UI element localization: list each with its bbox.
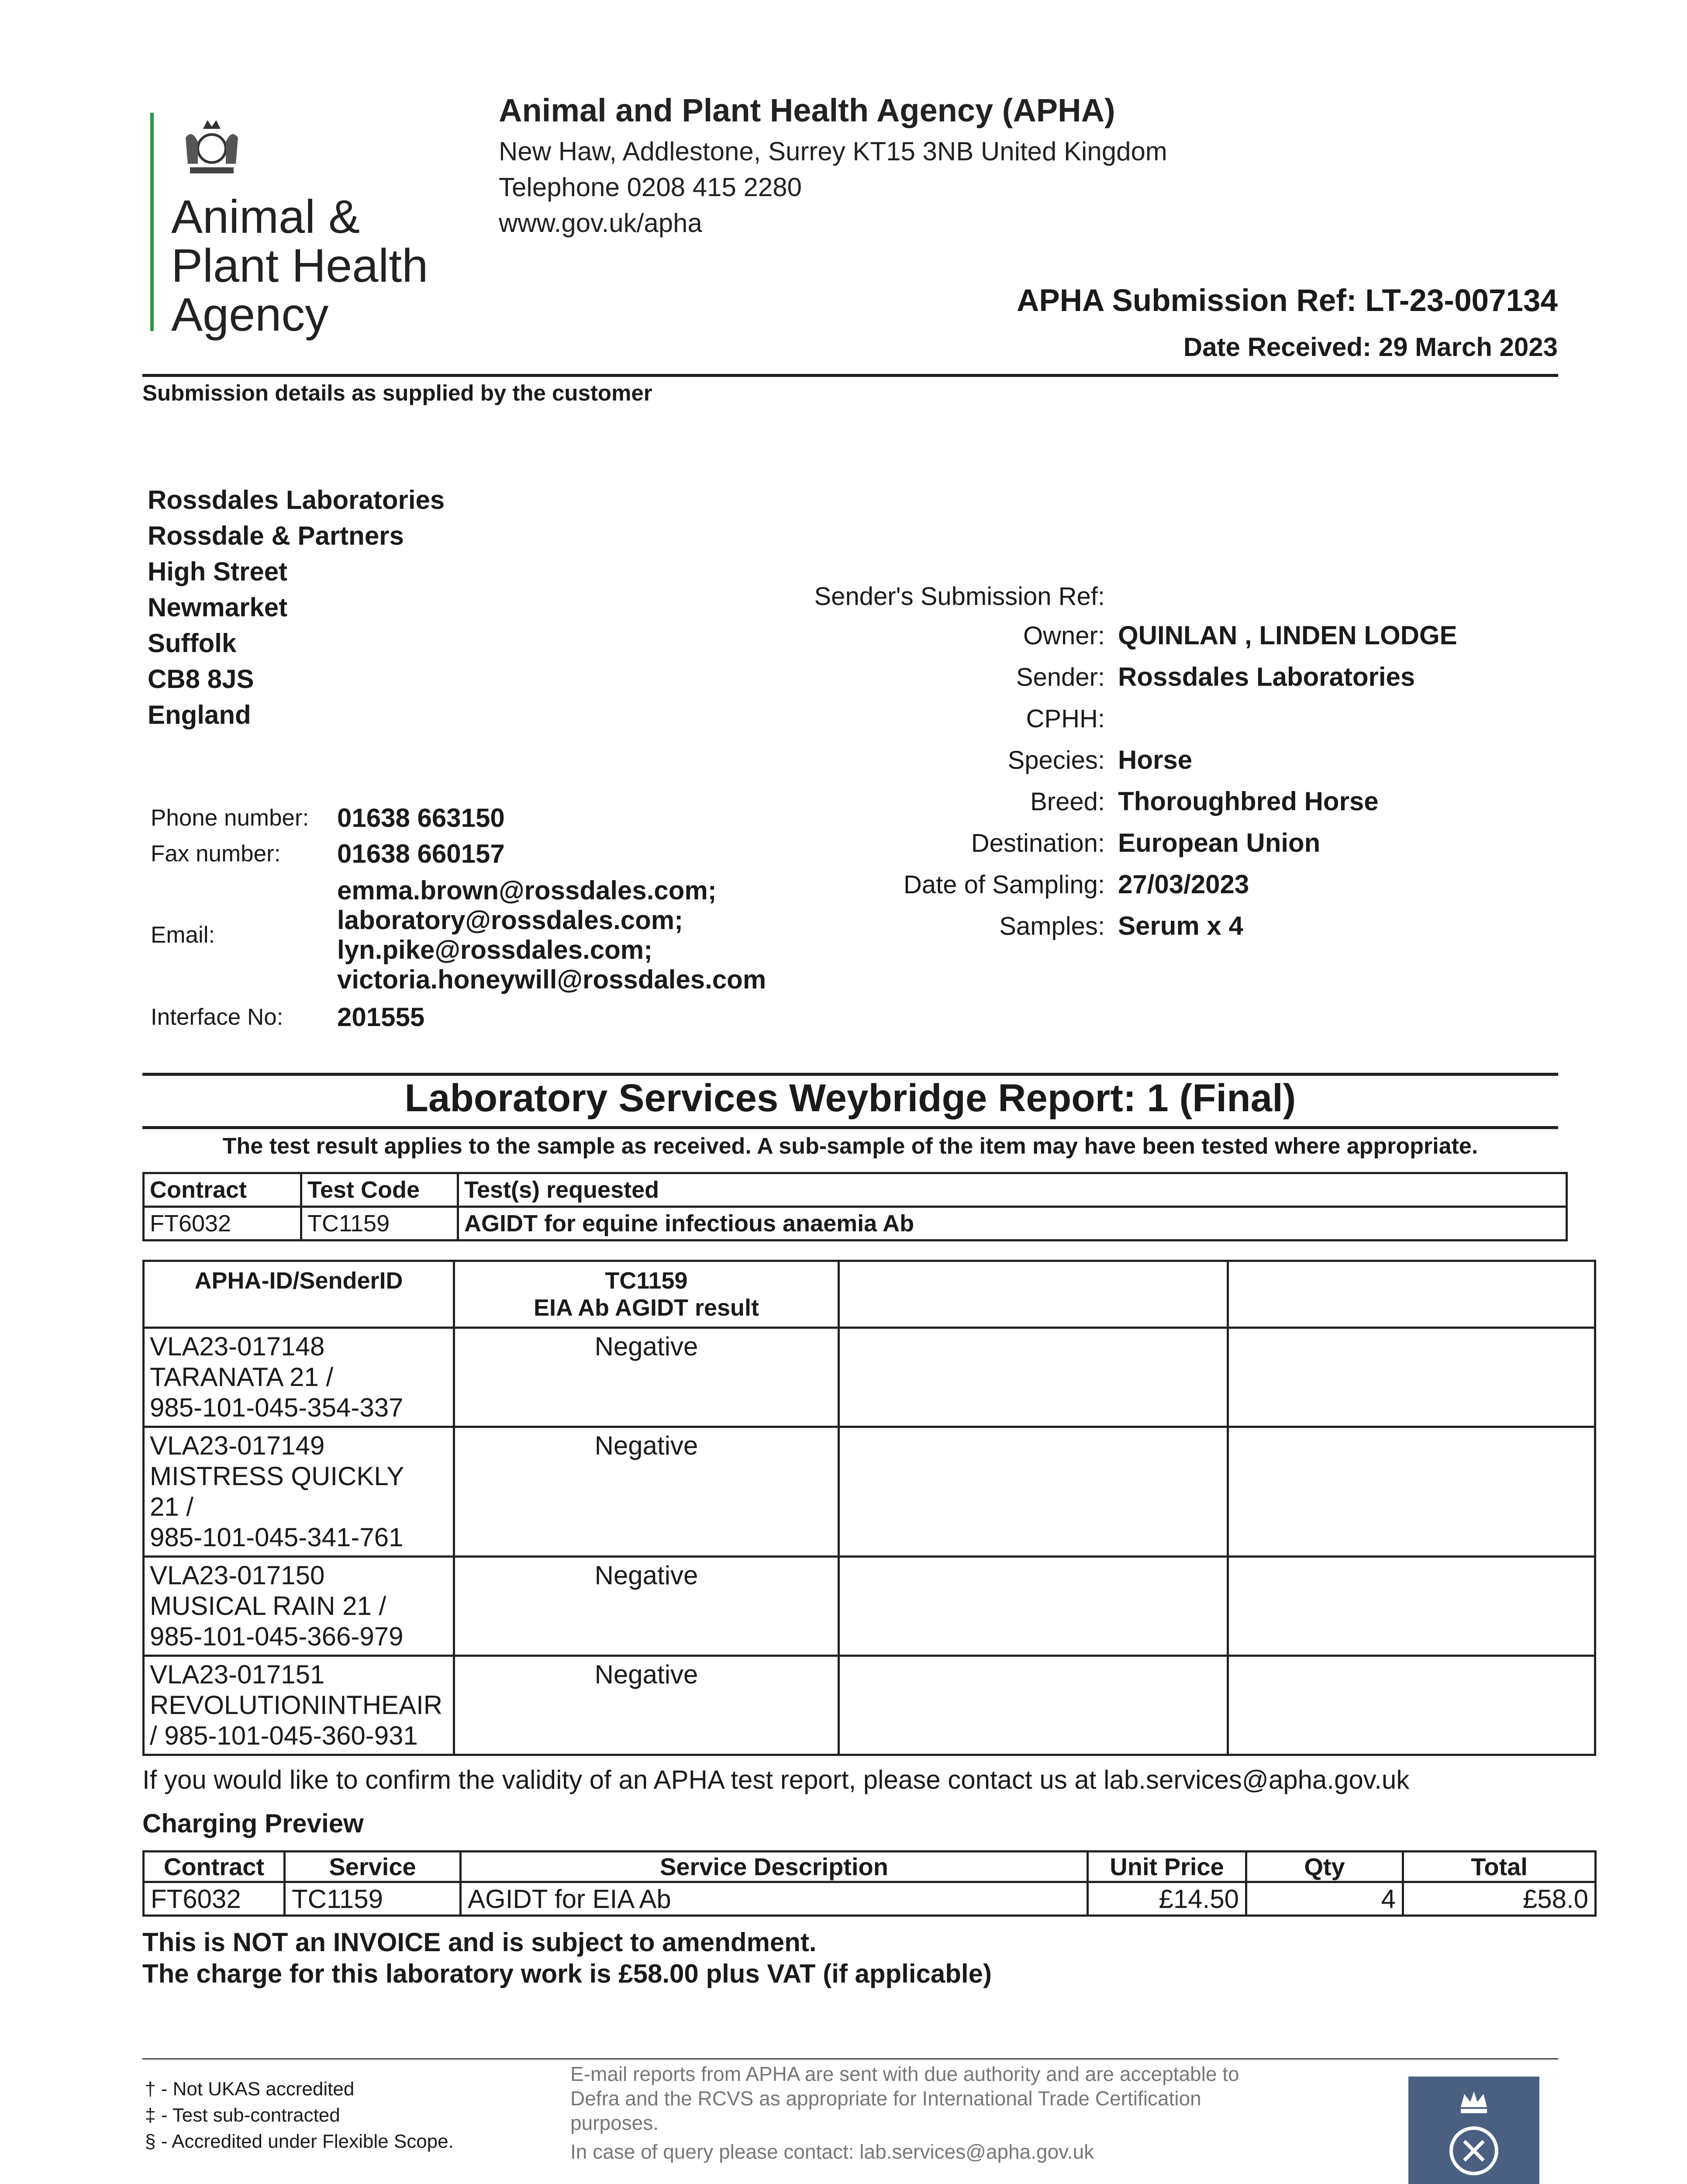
address-line: Newmarket [148,593,288,622]
table-cell: AGIDT for EIA Ab [461,1882,1088,1916]
sample-id-cell [144,1427,454,1557]
sample-id-line: MUSICAL RAIN 21 / [150,1591,386,1621]
result-cell: Negative [454,1328,839,1427]
result-cell: Negative [454,1557,839,1656]
empty-cell [839,1656,1228,1755]
result-cell: Negative [454,1656,839,1755]
submission-ref: APHA Submission Ref: LT-23-007134 [1017,283,1558,318]
footer-divider [142,2058,1558,2060]
column-header: Unit Price [1088,1852,1246,1882]
empty-cell [839,1328,1228,1427]
empty-cell [839,1427,1228,1557]
not-invoice-notice: This is NOT an INVOICE and is subject to amendment. [142,1928,817,1957]
charging-preview-title: Charging Preview [142,1809,364,1838]
sample-id-line: 985-101-045-354-337 [150,1393,404,1422]
query-contact-note: In case of query please contact: lab.services@apha.gov.uk [570,2140,1094,2163]
sampling-date-value: 27/03/2023 [1118,870,1249,899]
interface-value: 201555 [337,1002,425,1032]
email-value: lyn.pike@rossdales.com; [337,935,653,964]
table-cell: FT6032 [144,1882,285,1916]
sample-id-line: VLA23-017150 [150,1561,325,1590]
sample-id-line: MISTRESS QUICKLY [150,1462,404,1491]
phone-value: 01638 663150 [337,803,505,833]
sample-id-line: VLA23-017148 [150,1332,325,1361]
phone-label: Phone number: [151,805,309,831]
sender-label: Sender: [1016,663,1105,691]
result-cell: Negative [454,1427,839,1557]
destination-value: European Union [1118,828,1321,857]
report-bottom-rule [142,1126,1558,1129]
table-row [144,1557,1595,1656]
email-value: emma.brown@rossdales.com; [337,876,717,905]
empty-cell [1228,1427,1595,1557]
tests-requested-table [142,1172,1568,1241]
logo-accent-bar [150,113,154,331]
owner-label: Owner: [1023,622,1105,650]
table-cell: FT6032 [144,1207,301,1241]
address-line: Rossdale & Partners [148,521,404,550]
validity-confirm-note: If you would like to confirm the validity of an APHA test report, please contact us at lab.services@apha.gov.uk [142,1765,1410,1794]
email-value: victoria.honeywill@rossdales.com [337,965,766,994]
sample-id-line: / 985-101-045-360-931 [150,1721,418,1750]
column-header: Contract [144,1852,285,1882]
species-value: Horse [1118,745,1193,774]
empty-column-header [1228,1261,1595,1328]
fax-label: Fax number: [151,841,281,867]
empty-cell [1228,1557,1595,1656]
table-header-row [144,1852,1596,1882]
sample-id-line: VLA23-017151 [150,1660,325,1689]
charging-table [142,1850,1597,1917]
species-label: Species: [1007,746,1105,774]
agency-address: New Haw, Addlestone, Surrey KT15 3NB United Kingdom [499,137,1167,166]
sampling-date-label: Date of Sampling: [903,871,1105,899]
royal-crest-icon [168,111,255,181]
sample-id-cell [144,1656,454,1755]
column-header: Test(s) requested [458,1173,1567,1207]
column-header-text: EIA Ab AGIDT result [533,1295,759,1321]
email-value: laboratory@rossdales.com; [337,905,683,935]
address-line: England [148,700,251,729]
fax-value: 01638 660157 [337,839,505,868]
column-header: Test Code [301,1173,458,1207]
table-row [144,1882,1596,1916]
sender-ref-label: Sender's Submission Ref: [814,582,1105,611]
agency-telephone: Telephone 0208 415 2280 [499,173,802,202]
agency-name: Animal and Plant Health Agency (APHA) [499,92,1115,128]
date-received: Date Received: 29 March 2023 [1183,332,1558,362]
legend-item: † - Not UKAS accredited [145,2078,355,2100]
table-cell: AGIDT for equine infectious anaemia Ab [458,1207,1567,1241]
legend-item: § - Accredited under Flexible Scope. [145,2131,454,2152]
email-disclaimer-line: purposes. [570,2111,659,2134]
interface-label: Interface No: [151,1004,283,1030]
email-disclaimer-line: E-mail reports from APHA are sent with due authority and are acceptable to [570,2063,1239,2085]
logo-text-line: Plant Health [171,239,428,292]
empty-cell [1228,1328,1595,1427]
samples-value: Serum x 4 [1118,911,1243,940]
logo-text-line: Agency [171,288,329,341]
column-header-code: TC1159 [605,1268,688,1294]
samples-label: Samples: [999,912,1105,940]
email-label: Email: [151,922,215,948]
sample-id-line: 985-101-045-341-761 [150,1523,404,1552]
column-header: Contract [144,1173,301,1207]
crown-icon [1408,2077,1539,2184]
sample-id-cell [144,1557,454,1656]
owner-value: QUINLAN , LINDEN LODGE [1118,621,1457,650]
agency-website: www.gov.uk/apha [499,208,702,238]
table-header-row [144,1261,1595,1328]
table-row [144,1328,1595,1427]
table-cell: TC1159 [285,1882,461,1916]
table-row [144,1656,1595,1755]
table-cell: £58.0 [1403,1882,1596,1916]
column-header-text: APHA-ID/SenderID [194,1268,403,1294]
column-header [144,1261,454,1328]
header-divider [142,374,1558,377]
sample-id-line: TARANATA 21 / [150,1362,334,1392]
table-row [144,1427,1595,1557]
column-header: Service [285,1852,461,1882]
table-cell: £14.50 [1088,1882,1246,1916]
submission-subheading: Submission details as supplied by the customer [142,380,652,405]
address-line: High Street [148,557,288,586]
address-line: Suffolk [148,629,237,658]
charge-note: The charge for this laboratory work is £58.00 plus VAT (if applicable) [142,1959,992,1988]
breed-value: Thoroughbred Horse [1118,787,1379,816]
legend-item: ‡ - Test sub-contracted [145,2105,340,2126]
results-table [142,1260,1596,1756]
table-cell: 4 [1246,1882,1403,1916]
column-header: Service Description [461,1852,1088,1882]
address-line: CB8 8JS [148,664,254,694]
empty-cell [839,1557,1228,1656]
table-row [144,1207,1567,1241]
column-header [454,1261,839,1328]
sample-applies-note: The test result applies to the sample as received. A sub-sample of the item may have been tested where appropriate. [222,1133,1478,1159]
empty-cell [1228,1656,1595,1755]
sender-value: Rossdales Laboratories [1118,662,1415,691]
sample-id-line: REVOLUTIONINTHEAIR [150,1690,443,1720]
logo-text-line: Animal & [171,190,360,243]
address-line: Rossdales Laboratories [148,485,445,515]
sample-id-line: VLA23-017149 [150,1431,325,1460]
sample-id-cell [144,1328,454,1427]
column-header: Total [1403,1852,1596,1882]
report-title: Laboratory Services Weybridge Report: 1 (Final) [404,1076,1296,1120]
cphh-label: CPHH: [1026,705,1105,733]
empty-column-header [839,1261,1228,1328]
sample-id-line: 985-101-045-366-979 [150,1622,404,1651]
ukas-accreditation-badge [1408,2077,1539,2184]
destination-label: Destination: [971,829,1105,857]
email-disclaimer-line: Defra and the RCVS as appropriate for International Trade Certification [570,2087,1201,2110]
table-header-row [144,1173,1567,1207]
breed-label: Breed: [1030,788,1105,816]
sample-id-line: 21 / [150,1492,194,1521]
table-cell: TC1159 [301,1207,458,1241]
column-header: Qty [1246,1852,1403,1882]
